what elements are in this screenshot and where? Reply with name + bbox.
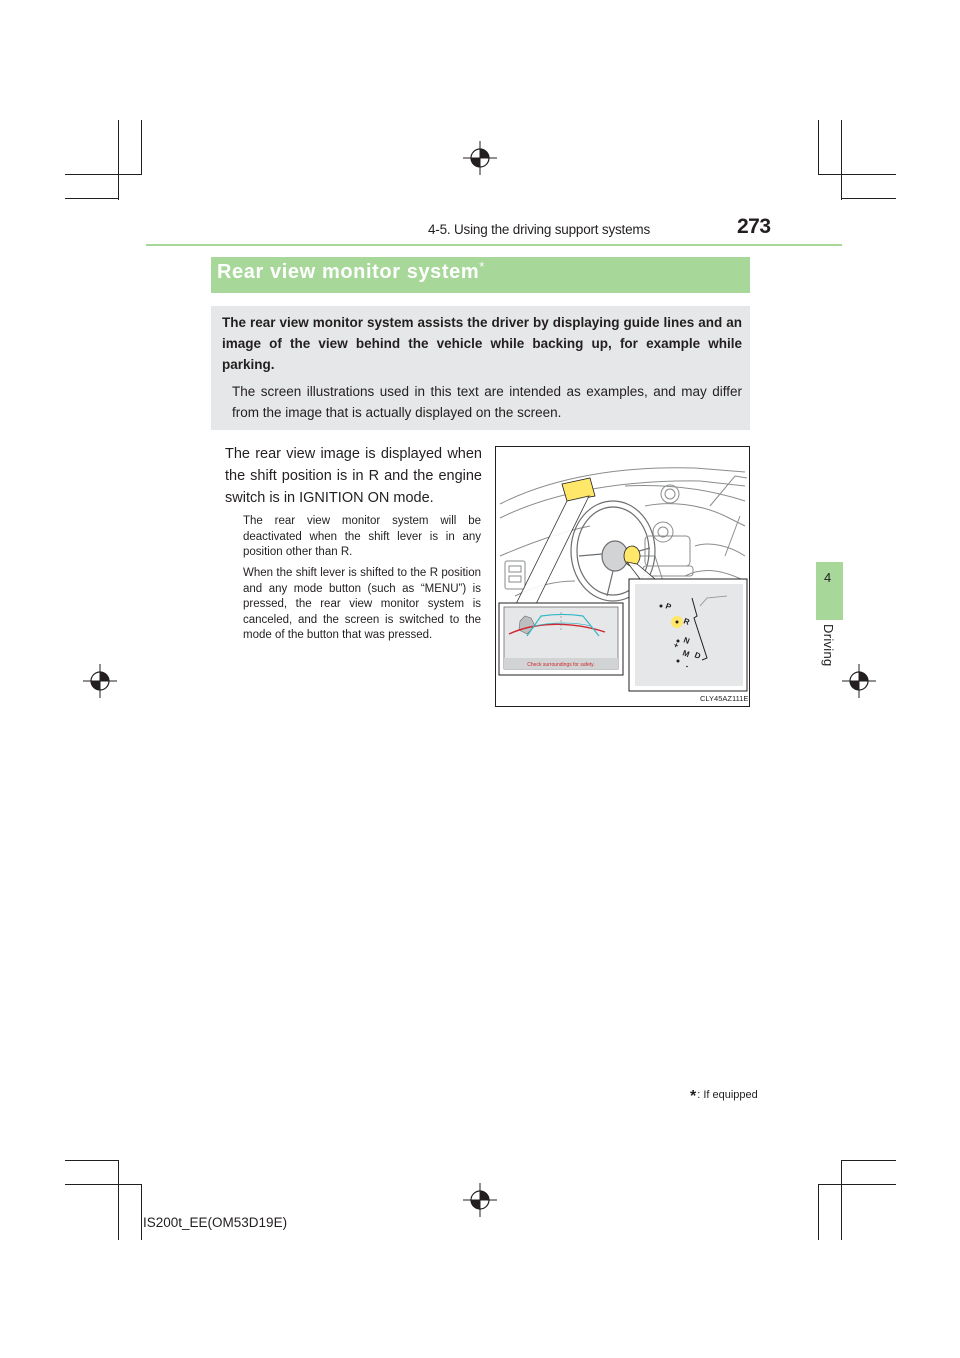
footnote-text: : If equipped	[697, 1089, 758, 1101]
page-number: 273	[737, 215, 771, 238]
crop-mark	[818, 1184, 819, 1240]
crop-mark	[841, 1160, 842, 1240]
crop-mark	[841, 120, 842, 200]
crop-mark	[141, 120, 142, 174]
shift-position-label: D	[693, 650, 702, 661]
monitor-screen-inset	[499, 603, 623, 675]
shift-position-label: +	[672, 640, 680, 651]
shift-position-label: -	[684, 661, 690, 671]
equipment-marker: *	[479, 259, 485, 274]
crop-mark	[841, 198, 896, 199]
shift-gate-inset	[629, 579, 747, 691]
crop-mark	[118, 120, 119, 200]
crop-mark	[65, 1160, 119, 1161]
footnote	[690, 1088, 758, 1106]
registration-mark-icon	[463, 1183, 497, 1217]
crop-mark	[818, 1184, 896, 1185]
crop-mark	[841, 1160, 896, 1161]
registration-mark-icon	[463, 141, 497, 175]
crop-mark	[818, 174, 896, 175]
section-title-text: Rear view monitor system	[217, 261, 480, 283]
section-title	[217, 261, 485, 284]
crop-mark	[65, 174, 142, 175]
screen-caption: Check surroundings for safety.	[527, 662, 595, 668]
footnote-marker: *	[690, 1088, 697, 1105]
crop-mark	[818, 120, 819, 174]
crop-mark	[118, 1160, 119, 1240]
body-note: When the shift lever is shifted to the R position and any mode button (such as “MENU”) is pressed, the rear view monitor system is canceled, and the screen is switched to the mode of the button that was pressed.	[243, 567, 481, 641]
figure-code: CLY45AZ111E	[700, 694, 749, 703]
chapter-label-text: Driving	[821, 624, 836, 667]
shift-position-label: R	[682, 616, 691, 627]
shift-position-label: M	[681, 648, 691, 660]
crop-mark	[141, 1184, 142, 1240]
rear-view-monitor-illustration	[495, 446, 750, 707]
shift-position-label: P	[664, 601, 673, 612]
shift-position-label: N	[682, 635, 691, 646]
body-paragraph: The rear view image is displayed when the shift position is in R and the engine switch is in IGNITION ON mode.	[225, 446, 482, 506]
section-header: 4-5. Using the driving support systems	[428, 222, 650, 237]
intro-note: The screen illustrations used in this text are intended as examples, and may differ from the image that is actually displayed on the screen.	[232, 384, 742, 420]
crop-mark	[65, 1184, 142, 1185]
model-code: IS200t_EE(OM53D19E)	[143, 1215, 288, 1230]
chapter-label	[820, 624, 838, 684]
chapter-number: 4	[824, 570, 832, 585]
registration-mark-icon	[83, 664, 117, 698]
header-divider	[146, 244, 842, 246]
intro-summary: The rear view monitor system assists the driver by displaying guide lines and an image of the view behind the vehicle while backing up, for example while parking.	[222, 315, 742, 372]
registration-mark-icon	[842, 664, 876, 698]
crop-mark	[65, 198, 119, 199]
body-note: The rear view monitor system will be deactivated when the shift lever is in any position other than R.	[243, 515, 481, 558]
